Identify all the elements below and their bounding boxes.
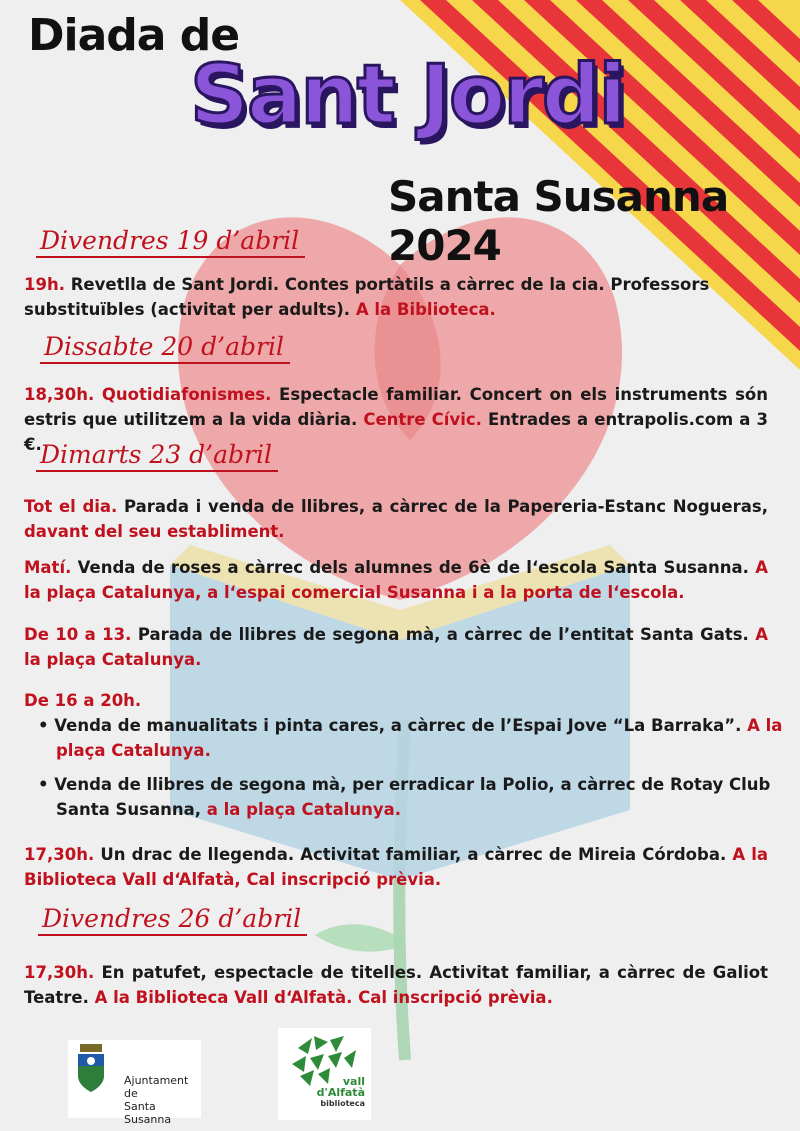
day-heading-dissabte-20: Dissabte 20 d’abril [40, 332, 290, 364]
biblioteca-line3: biblioteca [320, 1099, 365, 1108]
event-time: 18,30h. [24, 385, 95, 404]
event-text: Espectacle familiar. Concert on els instruments són estris que utilitzem a la vida diària. [24, 385, 768, 429]
event-de-16-a-20 [24, 688, 768, 713]
event-title: Quotidiafonismes. [94, 385, 272, 404]
bullet-text: Venda de manualitats i pinta cares, a càrrec de l’Espai Jove “La Barraka”. [54, 716, 748, 735]
day-heading-divendres-26: Divendres 26 d’abril [38, 904, 307, 936]
event-place: A la plaça Catalunya, a l‘espai comercial Susanna i a la porta de l‘escola. [24, 558, 768, 602]
event-place: A la Biblioteca Vall d‘Alfatà, Cal inscripció prèvia. [24, 845, 768, 889]
event-text: En patufet, espectacle de titelles. Activitat familiar, a càrrec de Galiot Teatre. [24, 963, 768, 1007]
bullet-place: A la plaça Catalunya. [56, 716, 783, 760]
event-place: Centre Cívic. [363, 410, 482, 429]
day-heading-divendres-19: Divendres 19 d’abril [36, 226, 305, 258]
event-place: A la Biblioteca Vall d‘Alfatà. Cal inscripció prèvia. [94, 988, 553, 1007]
event-time: 19h. [24, 275, 65, 294]
title-sant-jordi: Sant Jordi [190, 48, 625, 143]
title-santa-susanna-2024: Santa Susanna 2024 [388, 172, 729, 270]
day-heading-dimarts-23: Dimarts 23 d’abril [36, 440, 278, 472]
event-time: 17,30h. [24, 963, 95, 982]
ajuntament-line1: Ajuntament de [124, 1074, 189, 1100]
biblioteca-line1: vall [342, 1075, 365, 1088]
bullet-dot: • [38, 775, 55, 794]
logo-biblioteca-vall-alfata [278, 1028, 371, 1120]
event-text: Venda de roses a càrrec dels alumnes de 6è de l‘escola Santa Susanna. [71, 558, 756, 577]
bullet-place: a la plaça Catalunya. [206, 800, 402, 819]
event-time: Matí. [24, 558, 72, 577]
title-diada-de: Diada de [28, 10, 240, 61]
bullet-dot: • [38, 716, 55, 735]
event-extra: Entrades a entrapolis.com a 3 €. [24, 410, 768, 454]
event-time: 17,30h. [24, 845, 95, 864]
event-revetlla [24, 272, 768, 322]
event-place: A la plaça Catalunya. [24, 625, 769, 669]
event-de-10-a-13 [24, 622, 768, 672]
event-time: Tot el dia. [24, 497, 118, 516]
event-place: A la Biblioteca. [355, 300, 496, 319]
event-mati [24, 555, 768, 605]
ajuntament-line2: Santa Susanna [124, 1100, 172, 1126]
bullet-llibres-polio [38, 772, 786, 822]
event-text: Un drac de llegenda. Activitat familiar, a càrrec de Mireia Córdoba. [94, 845, 733, 864]
bullet-text: Venda de llibres de segona mà, per erradicar la Polio, a càrrec de Rotay Club Santa Susanna, [54, 775, 771, 819]
event-time: De 10 a 13. [24, 625, 132, 644]
biblioteca-line2: d'Alfatà [316, 1086, 365, 1099]
event-time: De 16 a 20h. [24, 691, 142, 710]
event-tot-el-dia [24, 494, 768, 544]
event-text: Parada i venda de llibres, a càrrec de la Papereria-Estanc Nogueras, [117, 497, 768, 516]
event-en-patufet [24, 960, 768, 1010]
event-drac-de-llegenda [24, 842, 768, 892]
event-text: Parada de llibres de segona mà, a càrrec de l’entitat Santa Gats. [131, 625, 756, 644]
bullet-manualitats [38, 713, 786, 763]
event-place: davant del seu establiment. [24, 522, 285, 541]
logo-ajuntament [68, 1040, 201, 1126]
event-text: Revetlla de Sant Jordi. Contes portàtils a càrrec de la cia. Professors substituïbles (activitat per adults). [24, 275, 710, 319]
